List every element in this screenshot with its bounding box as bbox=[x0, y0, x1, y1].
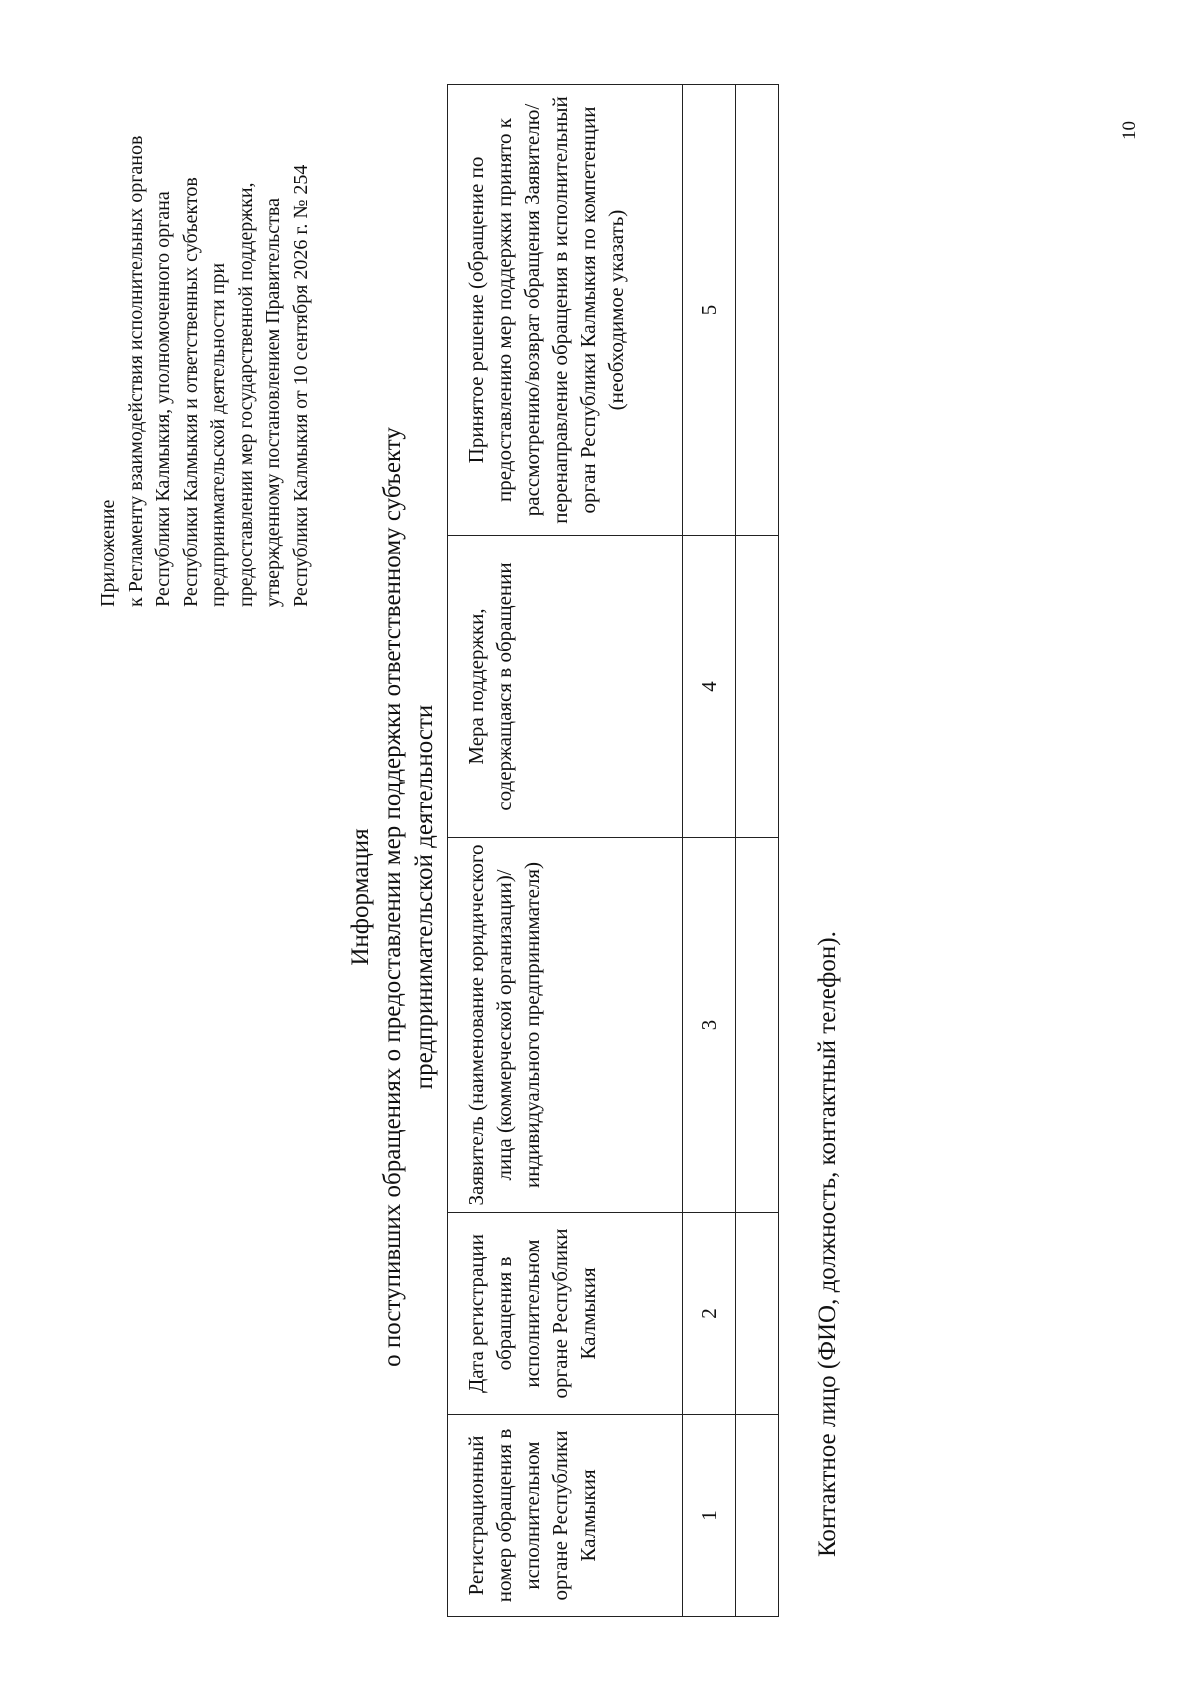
appendix-line: предоставлении мер государственной поддержки, bbox=[234, 182, 257, 607]
column-number-cell: 5 bbox=[683, 85, 736, 536]
header-support-measure: Мера поддержки, содержащаяся в обращении bbox=[448, 536, 683, 838]
appendix-line: предпринимательской деятельности при bbox=[207, 262, 229, 607]
column-number-cell: 4 bbox=[683, 536, 736, 838]
contact-person-line: Контактное лицо (ФИО, должность, контактный телефон). bbox=[814, 931, 841, 1557]
document-heading: Информация bbox=[347, 828, 374, 966]
appeals-table bbox=[447, 84, 779, 1617]
appendix-line: утвержденному постановлением Правительства bbox=[262, 198, 284, 607]
column-number-cell: 1 bbox=[683, 1415, 736, 1617]
table-column-number-row bbox=[683, 85, 736, 1617]
appendix-line: Республики Калмыкия и ответственных субъектов bbox=[179, 177, 202, 607]
page-number: 10 bbox=[1119, 121, 1140, 140]
empty-cell bbox=[736, 85, 779, 536]
appendix-line: Республики Калмыкия, уполномоченного органа bbox=[152, 191, 174, 607]
document-subtitle-line: о поступивших обращениях о предоставлении мер поддержки ответственному субъекту bbox=[379, 427, 406, 1367]
header-decision: Принятое решение (обращение по предоставлению мер поддержки принято к рассмотрению/возврат обращения Заявителю/перенаправление обращения в исполнительный орган Республики Калмыкия по компетенции (необходимое указать) bbox=[448, 85, 683, 536]
table-row bbox=[736, 85, 779, 1617]
appendix-line: Приложение bbox=[97, 499, 119, 607]
empty-cell bbox=[736, 536, 779, 838]
appendix-line: Республики Калмыкия от 10 сентября 2026 г. № 254 bbox=[289, 164, 312, 607]
table-header-row bbox=[448, 85, 683, 1617]
header-registration-number: Регистрационный номер обращения в исполнительном органе Республики Калмыкия bbox=[448, 1415, 683, 1617]
document-title-block bbox=[345, 347, 441, 1447]
appendix-line: к Регламенту взаимодействия исполнительных органов bbox=[124, 135, 147, 607]
document-subtitle-line: предпринимательской деятельности bbox=[411, 704, 438, 1090]
column-number-cell: 3 bbox=[683, 838, 736, 1213]
empty-cell bbox=[736, 1415, 779, 1617]
empty-cell bbox=[736, 838, 779, 1213]
appendix-note bbox=[95, 27, 315, 607]
header-applicant: Заявитель (наименование юридического лица (коммерческой организации)/индивидуального предпринимателя) bbox=[448, 838, 683, 1213]
column-number-cell: 2 bbox=[683, 1213, 736, 1415]
empty-cell bbox=[736, 1213, 779, 1415]
header-registration-date: Дата регистрации обращения в исполнительном органе Республики Калмыкия bbox=[448, 1213, 683, 1415]
